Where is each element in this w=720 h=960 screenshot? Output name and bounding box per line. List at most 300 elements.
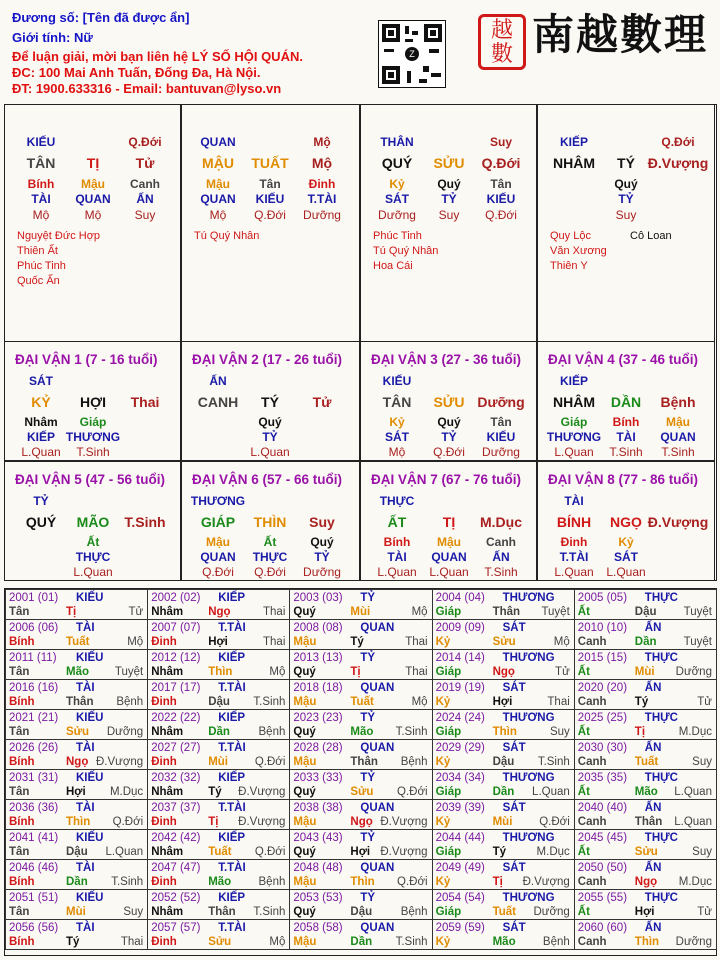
year-star: QUAN: [360, 862, 395, 874]
year-stem: Quý: [293, 726, 316, 738]
dai-van-title: ĐẠI VẬN 8 (77 - 86 tuổi): [548, 472, 699, 487]
brand-title: 南越數理: [532, 10, 709, 59]
dai-van-r3-value: Bính: [383, 535, 411, 549]
year-star: THƯƠNG: [502, 892, 555, 904]
year-label: 2025 (25): [577, 712, 628, 724]
year-stem: Bính: [9, 936, 35, 948]
year-stem: Kỷ: [435, 756, 451, 768]
year-star: TỶ: [360, 592, 376, 604]
year-stem: Tân: [9, 726, 30, 738]
year-stage: Mộ: [553, 636, 570, 648]
year-stage: L.Quan: [532, 786, 570, 798]
year-label: 2011 (11): [9, 652, 57, 664]
year-label: 2006 (06): [9, 622, 59, 634]
year-stem: Tân: [9, 786, 30, 798]
year-branch: Tị: [492, 876, 503, 888]
year-star: KIẾP: [218, 772, 246, 784]
year-label: 2043 (43): [293, 832, 343, 844]
dai-van-r5-value: Dưỡng: [482, 445, 520, 459]
pillar-star-name: Hoa Cái: [373, 260, 413, 272]
pillar-star-name: Cô Loan: [630, 230, 672, 242]
year-cell: [432, 829, 575, 860]
year-label: 2049 (49): [435, 862, 485, 874]
year-cell: [147, 679, 290, 710]
dai-van-r4-value: TÀI: [387, 550, 407, 564]
year-label: 2038 (38): [293, 802, 343, 814]
year-stage: Q.Đới: [397, 786, 428, 798]
dai-van-r4-value: TÀI: [616, 430, 636, 444]
year-stage: Đ.Vượng: [522, 876, 570, 888]
dai-van-star: ẤN: [209, 374, 227, 388]
year-cell: [5, 679, 148, 710]
year-cell: [432, 619, 575, 650]
year-star: TÀI: [76, 682, 95, 694]
pillar-r5-value: Suy: [134, 208, 156, 222]
dai-van-cell: [537, 461, 715, 581]
year-cell: [147, 619, 290, 650]
year-stem: Canh: [577, 636, 607, 648]
year-label: 2020 (20): [577, 682, 628, 694]
pillar-r4-value: TỶ: [618, 192, 634, 206]
pillar-r2-value: TÂN: [26, 155, 56, 171]
year-label: 2039 (39): [435, 802, 485, 814]
year-branch: Hợi: [208, 636, 228, 648]
year-stem: Bính: [9, 876, 35, 888]
pillar-star-name: Văn Xương: [550, 245, 607, 257]
year-star: ẤN: [644, 622, 662, 634]
year-stage: Tuyệt: [541, 606, 570, 618]
pillar-r3-value: Quý: [437, 177, 461, 191]
dai-van-r3-value: Mậu: [666, 415, 690, 429]
dai-van-cell: [4, 461, 181, 581]
pillar-r2-value: NHÂM: [553, 155, 595, 171]
dai-van-star: TÀI: [564, 494, 584, 508]
dai-van-r5-value: L.Quan: [429, 565, 469, 579]
year-star: THƯƠNG: [502, 712, 555, 724]
pillar-star-name: Quốc Ấn: [17, 275, 60, 287]
year-cell: [289, 769, 432, 800]
pillar-r4-value: TÀI: [31, 192, 51, 206]
year-stage: Dưỡng: [106, 726, 144, 738]
year-star: T.TÀI: [218, 922, 246, 934]
pillar-r4-value: KIẾU: [486, 192, 516, 206]
year-star: T.TÀI: [218, 742, 246, 754]
year-stage: Thai: [405, 636, 428, 648]
pillar-star-name: Phúc Tinh: [17, 260, 66, 272]
dai-van-r5-value: Q.Đới: [254, 565, 286, 579]
dai-van-r5-value: Mộ: [388, 445, 406, 459]
year-label: 2005 (05): [577, 592, 628, 604]
year-cell: [574, 739, 717, 770]
year-branch: Ngọ: [350, 816, 373, 828]
dai-van-r5-value: Dưỡng: [303, 565, 341, 579]
year-star: QUAN: [360, 742, 395, 754]
year-stage: M.Dục: [678, 876, 712, 888]
pillar-r3-value: Bính: [27, 177, 55, 191]
year-cell: [574, 829, 717, 860]
year-stem: Ất: [577, 846, 590, 858]
dai-van-r2-value: GIÁP: [200, 514, 236, 530]
year-branch: Sửu: [350, 786, 374, 798]
pillar-r4-value: QUAN: [200, 192, 236, 206]
pillar-star-name: Nguyệt Đức Hợp: [17, 230, 101, 242]
year-branch: Dậu: [66, 846, 88, 858]
dai-van-r2-value: Dưỡng: [477, 394, 525, 410]
pillar-star-label: THÂN: [380, 135, 414, 149]
year-label: 2053 (53): [293, 892, 343, 904]
year-branch: Mão: [350, 726, 374, 738]
year-stem: Tân: [9, 846, 30, 858]
dai-van-r2-value: MÃO: [76, 514, 110, 530]
pillar-r2-value: Đ.Vượng: [647, 155, 709, 171]
dai-van-r5-value: L.Quan: [554, 565, 594, 579]
year-stem: Quý: [293, 906, 316, 918]
year-cell: [432, 799, 575, 830]
dai-van-r2-value: CANH: [197, 394, 239, 410]
dai-van-r4-value: SÁT: [614, 550, 638, 564]
year-stage: Suy: [123, 906, 144, 918]
pillar-r4-value: SÁT: [385, 192, 409, 206]
dai-van-r5-value: T.Sinh: [76, 445, 110, 459]
year-cell: [289, 889, 432, 920]
year-label: 2010 (10): [577, 622, 628, 634]
year-label: 2028 (28): [293, 742, 343, 754]
year-stage: Mộ: [269, 936, 286, 948]
year-stem: Đinh: [151, 636, 177, 648]
pillar-cell: [181, 104, 360, 342]
dai-van-r5-value: T.Sinh: [609, 445, 643, 459]
year-cell: [5, 769, 148, 800]
year-label: 2016 (16): [9, 682, 59, 694]
dai-van-title: ĐẠI VẬN 1 (7 - 16 tuổi): [15, 352, 158, 367]
year-star: TỶ: [360, 712, 376, 724]
year-stem: Tân: [9, 666, 30, 678]
year-star: QUAN: [360, 682, 395, 694]
year-label: 2022 (22): [151, 712, 201, 724]
pillar-r3-value: Mậu: [81, 177, 105, 191]
pillar-r3-value: Đinh: [308, 177, 336, 191]
pillar-star-name: Phúc Tinh: [373, 230, 422, 242]
pillar-star-label: QUAN: [200, 135, 236, 149]
year-cell: [289, 709, 432, 740]
year-stem: Bính: [9, 816, 35, 828]
year-branch: Thìn: [208, 666, 233, 678]
year-label: 2027 (27): [151, 742, 201, 754]
year-star: QUAN: [360, 802, 395, 814]
year-cell: [574, 919, 717, 950]
year-cell: [432, 649, 575, 680]
dai-van-r2-value: Đ.Vượng: [647, 514, 709, 530]
year-stage: Đ.Vượng: [95, 756, 144, 768]
year-star: THƯƠNG: [502, 652, 555, 664]
pillar-r4-value: KIẾU: [255, 192, 285, 206]
year-stage: Q.Đới: [539, 816, 570, 828]
gender: Giới tính: Nữ: [12, 30, 93, 45]
year-label: 2048 (48): [293, 862, 343, 874]
year-star: KIẾU: [76, 772, 104, 784]
year-stem: Ất: [577, 906, 590, 918]
year-stem: Ất: [577, 606, 590, 618]
year-branch: Thân: [492, 606, 521, 618]
dai-van-r2-value: Tử: [312, 394, 332, 410]
year-stage: Mộ: [411, 696, 428, 708]
year-stage: T.Sinh: [111, 876, 144, 888]
year-stage: Dưỡng: [675, 666, 712, 678]
year-star: TỶ: [360, 892, 376, 904]
year-stage: Tuyệt: [683, 606, 712, 618]
year-stage: M.Dục: [536, 846, 570, 858]
year-star: KIẾU: [76, 832, 104, 844]
year-branch: Mùi: [208, 756, 228, 768]
dai-van-r4-value: T.TÀI: [559, 550, 589, 564]
year-label: 2046 (46): [9, 862, 59, 874]
year-cell: [289, 739, 432, 770]
year-cell: [147, 889, 290, 920]
pillar-r2-value: SỬU: [433, 155, 465, 171]
year-stage: Dưỡng: [675, 936, 712, 948]
year-stem: Giáp: [435, 906, 462, 918]
year-cell: [289, 799, 432, 830]
year-branch: Tị: [66, 606, 77, 618]
year-stage: Dưỡng: [533, 906, 570, 918]
year-stage: Thai: [120, 936, 144, 948]
year-star: T.TÀI: [218, 802, 246, 814]
dai-van-r2-value: TỊ: [442, 514, 456, 530]
year-star: ẤN: [644, 862, 662, 874]
year-stage: Thai: [263, 606, 286, 618]
dai-van-r3-value: Quý: [258, 415, 282, 429]
year-label: 2029 (29): [435, 742, 485, 754]
year-stem: Tân: [9, 606, 30, 618]
pillar-cell: [360, 104, 537, 342]
year-cell: [289, 619, 432, 650]
year-star: THỰC: [644, 712, 678, 724]
year-branch: Thìn: [350, 876, 375, 888]
dai-van-r4-value: THỰC: [252, 550, 288, 564]
year-cell: [289, 589, 432, 620]
year-stage: L.Quan: [674, 786, 712, 798]
year-cell: [5, 829, 148, 860]
year-stem: Nhâm: [151, 906, 184, 918]
year-stage: Suy: [692, 756, 712, 768]
year-star: KIẾP: [218, 832, 246, 844]
year-cell: [289, 829, 432, 860]
dai-van-r5-value: T.Sinh: [661, 445, 695, 459]
year-star: KIẾU: [76, 712, 104, 724]
year-label: 2030 (30): [577, 742, 628, 754]
year-branch: Sửu: [66, 726, 90, 738]
year-cell: [432, 589, 575, 620]
year-cell: [147, 919, 290, 950]
dai-van-r4-value: TỶ: [441, 430, 457, 444]
year-label: 2008 (08): [293, 622, 343, 634]
year-stem: Mậu: [293, 756, 317, 768]
year-branch: Dần: [66, 876, 88, 888]
year-branch: Mão: [208, 876, 232, 888]
year-star: THỰC: [644, 592, 678, 604]
year-star: ẤN: [644, 742, 662, 754]
year-stem: Bính: [9, 636, 35, 648]
year-stem: Ất: [577, 786, 590, 798]
year-label: 2057 (57): [151, 922, 201, 934]
year-cell: [5, 799, 148, 830]
dai-van-r4-value: SÁT: [385, 430, 409, 444]
dai-van-r4-value: QUAN: [200, 550, 236, 564]
year-stage: Suy: [549, 726, 570, 738]
year-stem: Canh: [577, 756, 607, 768]
year-cell: [5, 889, 148, 920]
year-branch: Dần: [350, 936, 373, 948]
year-label: 2007 (07): [151, 622, 201, 634]
dai-van-r5-value: L.Quan: [73, 565, 113, 579]
year-stage: Mộ: [411, 606, 428, 618]
year-cell: [432, 859, 575, 890]
pillar-r5-value: Dưỡng: [303, 208, 341, 222]
dai-van-r2-value: Suy: [309, 514, 335, 530]
year-stem: Canh: [577, 876, 607, 888]
year-stage: Bệnh: [258, 726, 286, 738]
dai-van-r4-value: ẤN: [492, 550, 510, 564]
year-label: 2018 (18): [293, 682, 343, 694]
dai-van-r2-value: NGỌ: [610, 514, 642, 530]
pillar-r5-value: Mộ: [209, 208, 227, 222]
year-stage: Thai: [547, 696, 570, 708]
year-branch: Dậu: [634, 606, 657, 618]
year-stem: Mậu: [293, 936, 317, 948]
year-star: THỰC: [644, 772, 678, 784]
year-star: SÁT: [502, 922, 526, 934]
year-stage: Tử: [697, 696, 712, 708]
year-label: 2013 (13): [293, 652, 343, 664]
year-stem: Đinh: [151, 936, 177, 948]
year-stage: T.Sinh: [253, 696, 286, 708]
year-label: 2050 (50): [577, 862, 628, 874]
year-cell: [147, 739, 290, 770]
year-branch: Mão: [66, 666, 89, 678]
pillar-r5-value: Suy: [615, 208, 637, 222]
address-line: ĐC: 100 Mai Anh Tuấn, Đống Đa, Hà Nội.: [12, 65, 261, 80]
year-stage: Đ.Vượng: [238, 786, 286, 798]
year-label: 2012 (12): [151, 652, 201, 664]
year-label: 2003 (03): [293, 592, 343, 604]
dai-van-r4-value: QUAN: [660, 430, 696, 444]
dai-van-r2-value: TÝ: [261, 394, 279, 410]
dai-van-cell: [181, 341, 360, 461]
year-cell: [432, 919, 575, 950]
year-stage: Suy: [692, 846, 712, 858]
dai-van-star: THỰC: [379, 494, 415, 508]
pillar-r2-value: Mộ: [311, 155, 333, 171]
year-stem: Giáp: [435, 606, 462, 618]
dai-van-star: SÁT: [29, 374, 53, 388]
dai-van-r5-value: L.Quan: [377, 565, 417, 579]
dai-van-r4-value: QUAN: [431, 550, 467, 564]
dai-van-r2-value: TÂN: [382, 394, 412, 410]
year-label: 2036 (36): [9, 802, 59, 814]
year-branch: Dần: [492, 786, 515, 798]
year-label: 2015 (15): [577, 652, 628, 664]
year-star: THƯƠNG: [502, 592, 555, 604]
year-branch: Dậu: [492, 756, 515, 768]
year-star: TÀI: [76, 802, 95, 814]
pillar-r3-value: Mậu: [206, 177, 230, 191]
year-branch: Dần: [634, 636, 657, 648]
year-branch: Ngọ: [634, 876, 658, 888]
year-cell: [574, 859, 717, 890]
year-stage: Đ.Vượng: [380, 816, 428, 828]
year-branch: Dậu: [208, 696, 230, 708]
year-stem: Đinh: [151, 876, 177, 888]
year-star: ẤN: [644, 802, 662, 814]
year-cell: [432, 889, 575, 920]
year-branch: Hợi: [350, 846, 371, 858]
year-stage: Tử: [555, 666, 570, 678]
pillar-star-name: Thiên Ất: [17, 245, 58, 257]
year-star: TÀI: [76, 622, 95, 634]
year-label: 2051 (51): [9, 892, 59, 904]
dai-van-r3-value: Mậu: [206, 535, 230, 549]
pillar-r3-value: Tân: [259, 177, 281, 191]
year-star: TỶ: [360, 832, 376, 844]
year-stage: Thai: [263, 636, 286, 648]
year-branch: Hợi: [492, 696, 513, 708]
year-stem: Đinh: [151, 756, 177, 768]
dai-van-r5-value: Q.Đới: [202, 565, 234, 579]
year-cell: [289, 859, 432, 890]
year-star: SÁT: [502, 862, 526, 874]
year-branch: Mùi: [634, 666, 655, 678]
year-branch: Tị: [208, 816, 219, 828]
year-branch: Thân: [634, 816, 663, 828]
year-branch: Mão: [634, 786, 658, 798]
year-branch: Tý: [208, 786, 222, 798]
year-branch: Ngọ: [492, 666, 515, 678]
year-star: THƯƠNG: [502, 772, 555, 784]
year-stem: Mậu: [293, 876, 317, 888]
year-stem: Nhâm: [151, 726, 184, 738]
pillar-r5-value: Mộ: [84, 208, 102, 222]
pillar-cell: [4, 104, 181, 342]
year-star: KIẾU: [76, 592, 104, 604]
year-stem: Mậu: [293, 636, 317, 648]
pillar-r5-value: Dưỡng: [378, 208, 416, 222]
year-cell: [147, 769, 290, 800]
year-star: THỰC: [644, 652, 678, 664]
year-label: 2059 (59): [435, 922, 485, 934]
year-label: 2045 (45): [577, 832, 628, 844]
dai-van-star: KIẾP: [559, 374, 588, 388]
year-stage: Tuyệt: [683, 636, 712, 648]
dai-van-r5-value: L.Quan: [606, 565, 646, 579]
dai-van-r2-value: NHÂM: [553, 394, 595, 410]
year-stem: Canh: [577, 696, 607, 708]
year-cell: [574, 589, 717, 620]
annual-grid: [4, 588, 717, 956]
dai-van-r2-value: DẦN: [610, 394, 642, 410]
dai-van-r2-value: KỶ: [31, 394, 51, 410]
year-cell: [432, 739, 575, 770]
year-stem: Mậu: [293, 696, 317, 708]
year-branch: Tý: [634, 696, 649, 708]
pillar-stage-label: Mộ: [313, 135, 331, 149]
dai-van-r2-value: Thai: [130, 394, 160, 410]
year-label: 2024 (24): [435, 712, 485, 724]
year-stage: Mộ: [269, 666, 286, 678]
year-stem: Ất: [577, 726, 590, 738]
phone-email-line: ĐT: 1900.633316 - Email: bantuvan@lyso.vn: [12, 81, 282, 96]
year-branch: Tý: [66, 936, 80, 948]
year-branch: Mùi: [350, 606, 371, 618]
